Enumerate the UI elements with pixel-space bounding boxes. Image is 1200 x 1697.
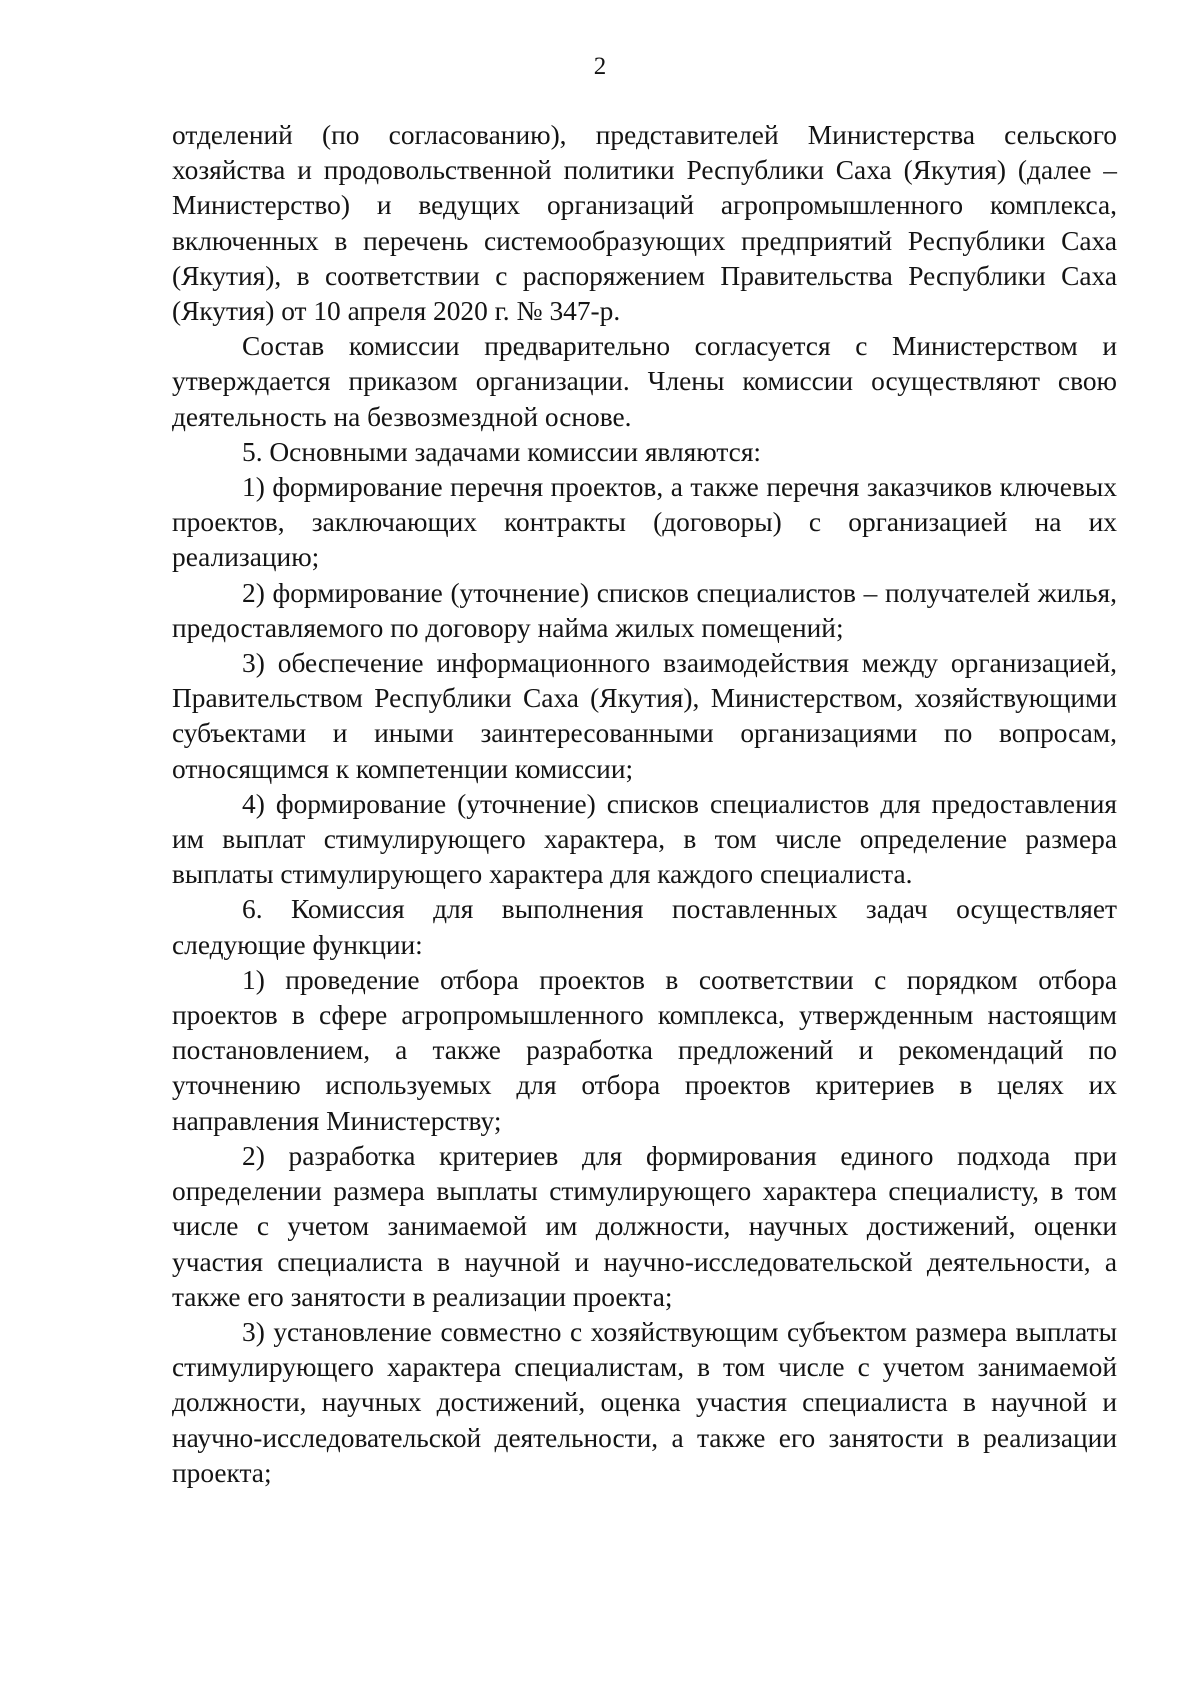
paragraph-function-1: 1) проведение отбора проектов в соответствии с порядком отбора проектов в сфере агропромышленного комплекса, утвержденным настоящим постановлением, а также разработка предложений и рекомендаций по уточнению используемых для отбора проектов критериев в целях их направления Министерству; — [172, 964, 1117, 1136]
paragraph-section-6-heading: 6. Комиссия для выполнения поставленных задач осуществляет следующие функции: — [172, 894, 1117, 960]
paragraph-continuation: отделений (по согласованию), представителей Министерства сельского хозяйства и продовольственной политики Республики Саха (Якутия) (далее – Министерство) и ведущих организаций агропромышленного комплекса, включенных в перечень системообразующих предприятий Республики Саха (Якутия), в соответствии с распоряжением Правительства Республики Саха (Якутия) от 10 апреля 2020 г. № 347-р. — [172, 120, 1117, 327]
paragraph-task-3: 3) обеспечение информационного взаимодействия между организацией, Правительством Республики Саха (Якутия), Министерством, хозяйствующими субъектами и иными заинтересованными организациями по вопросам, относящимся к компетенции комиссии; — [172, 648, 1117, 784]
paragraph-function-2: 2) разработка критериев для формирования единого подхода при определении размера выплаты стимулирующего характера специалисту, в том числе с учетом занимаемой им должности, научных достижений, оценки участия специалиста в научной и научно-исследовательской деятельности, а также его занятости в реализации проекта; — [172, 1140, 1117, 1312]
paragraph-task-4: 4) формирование (уточнение) списков специалистов для предоставления им выплат стимулирующего характера, в том числе определение размера выплаты стимулирующего характера для каждого специалиста. — [172, 788, 1117, 890]
paragraph-task-2: 2) формирование (уточнение) списков специалистов – получателей жилья, предоставляемого по договору найма жилых помещений; — [172, 577, 1117, 643]
document-body — [172, 118, 1117, 1491]
paragraph-function-3: 3) установление совместно с хозяйствующим субъектом размера выплаты стимулирующего характера специалистам, в том числе с учетом занимаемой должности, научных достижений, оценка участия специалиста в научной и научно-исследовательской деятельности, а также его занятости в реализации проекта; — [172, 1316, 1117, 1488]
paragraph-task-1: 1) формирование перечня проектов, а также перечня заказчиков ключевых проектов, заключающих контракты (договоры) с организацией на их реализацию; — [172, 472, 1117, 573]
paragraph-commission-composition: Состав комиссии предварительно согласуется с Министерством и утверждается приказом организации. Члены комиссии осуществляют свою деятельность на безвозмездной основе. — [172, 331, 1117, 432]
page-number: 2 — [593, 53, 607, 80]
paragraph-section-5-heading: 5. Основными задачами комиссии являются: — [242, 436, 762, 467]
